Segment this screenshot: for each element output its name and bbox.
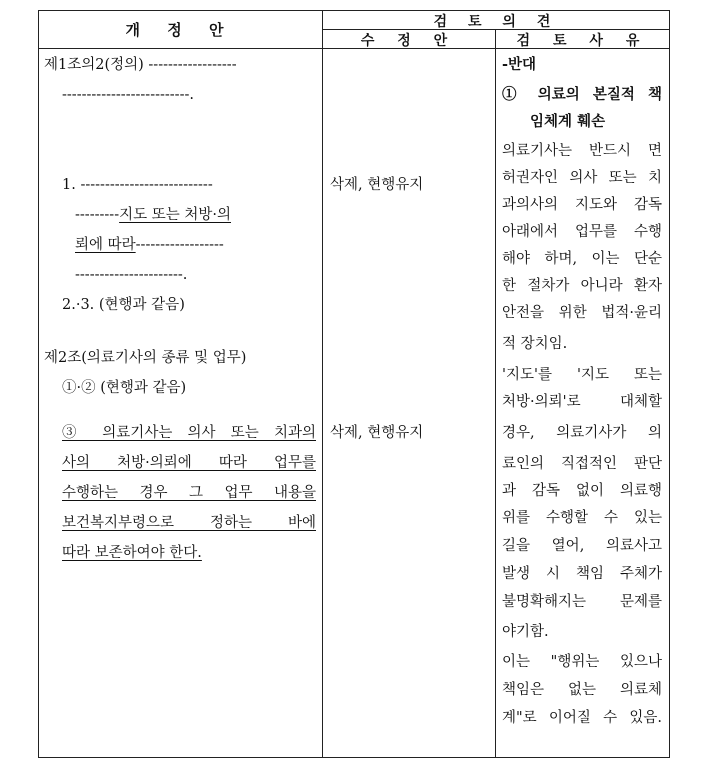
- review-line: 안전을 위한 법적·윤리: [502, 305, 662, 321]
- review-line: 길을 열어, 의료사고: [502, 538, 662, 554]
- review-line: 해야 하며, 이는 단순: [502, 251, 662, 267]
- amendment-dashes: ---------: [75, 207, 120, 223]
- review-line: 한 절차가 아니라 환자: [502, 278, 662, 294]
- review-line: 처방·의뢰'로 대체할: [502, 394, 662, 410]
- header-review-opinion: 검 토 의 견: [433, 14, 559, 30]
- amendment-underlined-text: 뢰에 따라: [75, 237, 136, 253]
- amendment-line: 보건복지부령으로 정하는 바에: [62, 515, 316, 531]
- amendment-line: ③ 의료기사는 의사 또는 치과의: [62, 425, 316, 441]
- amendment-line: 1. ---------------------------: [62, 177, 213, 193]
- revision-text: 삭제, 현행유지: [330, 425, 424, 441]
- header-revision: 수 정 안: [360, 33, 457, 49]
- amendment-line: ①·② (현행과 같음): [62, 380, 187, 396]
- review-line: 책임은 없는 의료체: [502, 682, 662, 698]
- amendment-line: ----------------------.: [75, 267, 188, 283]
- review-line: 계"로 이어질 수 있음.: [502, 710, 662, 726]
- review-line: 과의사의 지도와 감독: [502, 197, 662, 213]
- review-line: 야기함.: [502, 624, 549, 640]
- amendment-line: 제1조의2(정의) ------------------: [44, 57, 237, 73]
- revision-text: 삭제, 현행유지: [330, 177, 424, 193]
- review-line: 료인의 직접적인 판단: [502, 456, 662, 472]
- review-line: 적 장치임.: [502, 336, 568, 352]
- review-point-heading: ① 의료의 본질적 책: [502, 86, 662, 103]
- column-divider: [322, 10, 323, 758]
- amendment-line: --------------------------.: [62, 87, 194, 103]
- review-line: 발생 시 책임 주체가: [502, 566, 662, 582]
- amendment-line: 제2조(의료기사의 종류 및 업무): [44, 350, 247, 366]
- review-line: 의료기사는 반드시 면: [502, 143, 662, 159]
- review-line: 허권자인 의사 또는 치: [502, 170, 662, 186]
- review-point-heading: 임체계 훼손: [530, 113, 606, 130]
- review-position: -반대: [502, 56, 537, 73]
- review-line: 위를 수행할 수 있는: [502, 510, 662, 526]
- amendment-line: 2.·3. (현행과 같음): [62, 297, 185, 313]
- amendment-line: 수행하는 경우 그 업무 내용을: [62, 485, 316, 501]
- column-divider: [495, 29, 496, 758]
- review-line: 불명확해지는 문제를: [502, 594, 662, 610]
- amendment-line: 사의 처방·의뢰에 따라 업무를: [62, 455, 316, 471]
- review-line: 과 감독 없이 의료행: [502, 483, 662, 499]
- amendment-line: [75, 206, 231, 224]
- review-line: '지도'를 '지도 또는: [502, 367, 662, 383]
- header-review-reason: 검 토 사 유: [516, 33, 649, 49]
- amendment-line: 따라 보존하여야 한다.: [62, 545, 202, 561]
- amendment-underlined-text: 지도 또는 처방·의: [119, 207, 231, 223]
- header-amendment: 개 정 안: [125, 21, 235, 39]
- amendment-line: [75, 236, 224, 254]
- review-line: 이는 "행위는 있으나: [502, 654, 662, 670]
- amendment-dashes: ------------------: [135, 237, 224, 253]
- review-line: 경우, 의료기사가 의: [502, 425, 662, 441]
- review-line: 아래에서 업무를 수행: [502, 224, 662, 240]
